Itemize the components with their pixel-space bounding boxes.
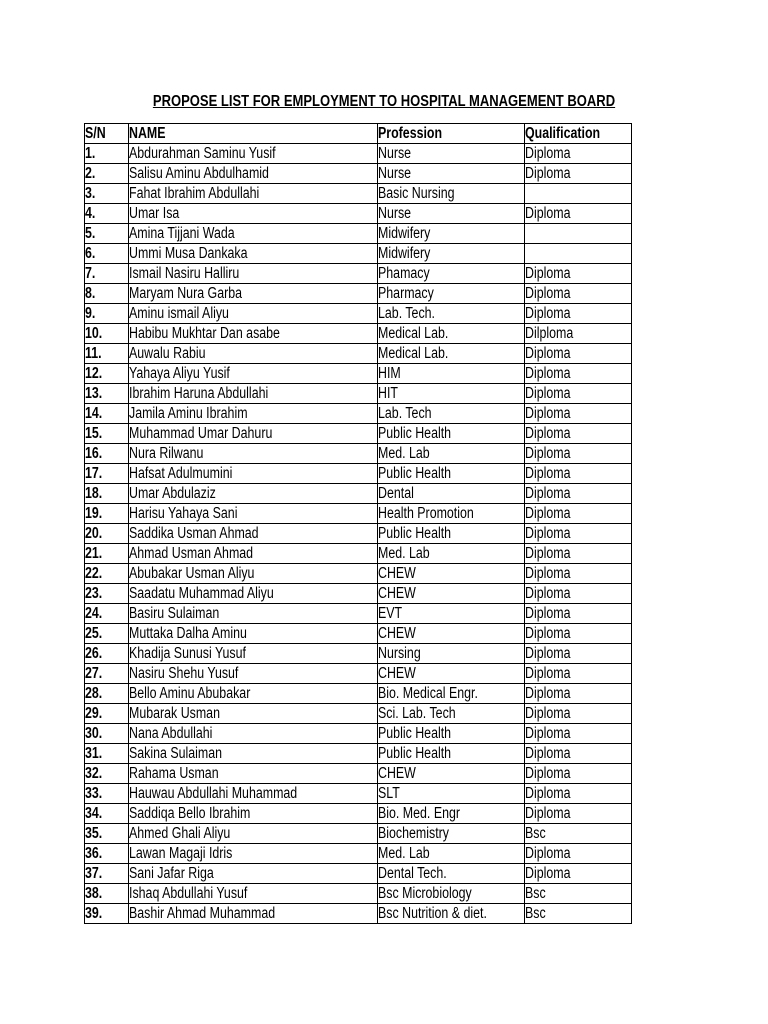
cell-qualification: Diploma bbox=[525, 164, 632, 184]
cell-sn: 10. bbox=[85, 324, 129, 344]
cell-qualification: Diploma bbox=[525, 724, 632, 744]
table-row bbox=[85, 144, 632, 164]
cell-qualification: Diploma bbox=[525, 364, 632, 384]
cell-profession: Bsc Microbiology bbox=[378, 884, 525, 904]
cell-name: Khadija Sunusi Yusuf bbox=[129, 644, 378, 664]
cell-sn: 17. bbox=[85, 464, 129, 484]
cell-name: Habibu Mukhtar Dan asabe bbox=[129, 324, 378, 344]
cell-name: Ummi Musa Dankaka bbox=[129, 244, 378, 264]
cell-sn: 20. bbox=[85, 524, 129, 544]
cell-qualification: Diploma bbox=[525, 604, 632, 624]
header-name: NAME bbox=[129, 124, 378, 144]
cell-profession: Public Health bbox=[378, 524, 525, 544]
cell-qualification: Bsc bbox=[525, 884, 632, 904]
table-row bbox=[85, 564, 632, 584]
table-row bbox=[85, 784, 632, 804]
cell-profession: Bio. Medical Engr. bbox=[378, 684, 525, 704]
table-row bbox=[85, 604, 632, 624]
table-row bbox=[85, 744, 632, 764]
cell-sn: 1. bbox=[85, 144, 129, 164]
table-row bbox=[85, 364, 632, 384]
cell-sn: 4. bbox=[85, 204, 129, 224]
cell-name: Ishaq Abdullahi Yusuf bbox=[129, 884, 378, 904]
table-row bbox=[85, 904, 632, 924]
cell-qualification: Diploma bbox=[525, 304, 632, 324]
cell-profession: Public Health bbox=[378, 724, 525, 744]
cell-sn: 24. bbox=[85, 604, 129, 624]
cell-sn: 6. bbox=[85, 244, 129, 264]
cell-qualification: Bsc bbox=[525, 904, 632, 924]
table-row bbox=[85, 344, 632, 364]
cell-name: Umar Abdulaziz bbox=[129, 484, 378, 504]
cell-qualification: Diploma bbox=[525, 864, 632, 884]
table-row bbox=[85, 804, 632, 824]
cell-profession: Health Promotion bbox=[378, 504, 525, 524]
table-row bbox=[85, 204, 632, 224]
table-row bbox=[85, 444, 632, 464]
table-row bbox=[85, 704, 632, 724]
cell-name: Ahmad Usman Ahmad bbox=[129, 544, 378, 564]
cell-profession: Bsc Nutrition & diet. bbox=[378, 904, 525, 924]
cell-qualification: Diploma bbox=[525, 664, 632, 684]
cell-sn: 12. bbox=[85, 364, 129, 384]
table-row bbox=[85, 484, 632, 504]
table-row bbox=[85, 284, 632, 304]
table-row bbox=[85, 264, 632, 284]
table-header-row bbox=[85, 124, 632, 144]
cell-profession: CHEW bbox=[378, 584, 525, 604]
cell-profession: CHEW bbox=[378, 624, 525, 644]
cell-profession: Phamacy bbox=[378, 264, 525, 284]
cell-name: Lawan Magaji Idris bbox=[129, 844, 378, 864]
cell-profession: CHEW bbox=[378, 564, 525, 584]
cell-name: Basiru Sulaiman bbox=[129, 604, 378, 624]
cell-qualification bbox=[525, 244, 632, 264]
table-row bbox=[85, 464, 632, 484]
cell-name: Abubakar Usman Aliyu bbox=[129, 564, 378, 584]
cell-profession: Med. Lab bbox=[378, 544, 525, 564]
cell-qualification: Diploma bbox=[525, 804, 632, 824]
cell-name: Saddiqa Bello Ibrahim bbox=[129, 804, 378, 824]
cell-sn: 5. bbox=[85, 224, 129, 244]
cell-name: Rahama Usman bbox=[129, 764, 378, 784]
cell-sn: 27. bbox=[85, 664, 129, 684]
cell-name: Fahat Ibrahim Abdullahi bbox=[129, 184, 378, 204]
cell-qualification: Diploma bbox=[525, 484, 632, 504]
cell-name: Hauwau Abdullahi Muhammad bbox=[129, 784, 378, 804]
cell-qualification: Diploma bbox=[525, 344, 632, 364]
cell-qualification: Diploma bbox=[525, 624, 632, 644]
cell-profession: SLT bbox=[378, 784, 525, 804]
cell-sn: 21. bbox=[85, 544, 129, 564]
cell-qualification bbox=[525, 224, 632, 244]
header-profession: Profession bbox=[378, 124, 525, 144]
cell-name: Saadatu Muhammad Aliyu bbox=[129, 584, 378, 604]
cell-qualification: Dilploma bbox=[525, 324, 632, 344]
table-row bbox=[85, 844, 632, 864]
cell-qualification: Diploma bbox=[525, 744, 632, 764]
cell-sn: 33. bbox=[85, 784, 129, 804]
cell-name: Nasiru Shehu Yusuf bbox=[129, 664, 378, 684]
cell-profession: Dental Tech. bbox=[378, 864, 525, 884]
cell-profession: Basic Nursing bbox=[378, 184, 525, 204]
cell-sn: 37. bbox=[85, 864, 129, 884]
cell-profession: Nurse bbox=[378, 164, 525, 184]
table-row bbox=[85, 724, 632, 744]
cell-profession: Public Health bbox=[378, 744, 525, 764]
table-row bbox=[85, 424, 632, 444]
table-body bbox=[85, 144, 632, 924]
employment-list-table bbox=[84, 123, 632, 924]
table-row bbox=[85, 324, 632, 344]
cell-sn: 29. bbox=[85, 704, 129, 724]
cell-name: Muhammad Umar Dahuru bbox=[129, 424, 378, 444]
cell-name: Maryam Nura Garba bbox=[129, 284, 378, 304]
cell-name: Yahaya Aliyu Yusif bbox=[129, 364, 378, 384]
cell-qualification: Diploma bbox=[525, 204, 632, 224]
document-title: PROPOSE LIST FOR EMPLOYMENT TO HOSPITAL MANAGEMENT BOARD bbox=[152, 93, 616, 110]
cell-sn: 15. bbox=[85, 424, 129, 444]
cell-sn: 9. bbox=[85, 304, 129, 324]
table-row bbox=[85, 884, 632, 904]
cell-name: Ismail Nasiru Halliru bbox=[129, 264, 378, 284]
table-row bbox=[85, 864, 632, 884]
cell-profession: Bio. Med. Engr bbox=[378, 804, 525, 824]
cell-sn: 2. bbox=[85, 164, 129, 184]
cell-qualification: Diploma bbox=[525, 684, 632, 704]
cell-name: Muttaka Dalha Aminu bbox=[129, 624, 378, 644]
table-row bbox=[85, 664, 632, 684]
cell-sn: 13. bbox=[85, 384, 129, 404]
cell-profession: Lab. Tech bbox=[378, 404, 525, 424]
cell-qualification: Diploma bbox=[525, 444, 632, 464]
cell-qualification: Diploma bbox=[525, 544, 632, 564]
cell-name: Nura Rilwanu bbox=[129, 444, 378, 464]
table-row bbox=[85, 304, 632, 324]
cell-profession: Biochemistry bbox=[378, 824, 525, 844]
cell-sn: 35. bbox=[85, 824, 129, 844]
cell-profession: Medical Lab. bbox=[378, 324, 525, 344]
cell-name: Harisu Yahaya Sani bbox=[129, 504, 378, 524]
cell-name: Nana Abdullahi bbox=[129, 724, 378, 744]
table-row bbox=[85, 684, 632, 704]
cell-sn: 18. bbox=[85, 484, 129, 504]
cell-profession: Nursing bbox=[378, 644, 525, 664]
table-row bbox=[85, 764, 632, 784]
cell-qualification: Diploma bbox=[525, 504, 632, 524]
cell-profession: Sci. Lab. Tech bbox=[378, 704, 525, 724]
cell-sn: 14. bbox=[85, 404, 129, 424]
cell-sn: 23. bbox=[85, 584, 129, 604]
cell-sn: 38. bbox=[85, 884, 129, 904]
cell-profession: Lab. Tech. bbox=[378, 304, 525, 324]
cell-qualification: Diploma bbox=[525, 764, 632, 784]
cell-sn: 26. bbox=[85, 644, 129, 664]
cell-profession: Dental bbox=[378, 484, 525, 504]
cell-qualification: Bsc bbox=[525, 824, 632, 844]
cell-profession: Public Health bbox=[378, 464, 525, 484]
table-row bbox=[85, 164, 632, 184]
cell-profession: Med. Lab bbox=[378, 844, 525, 864]
cell-name: Sakina Sulaiman bbox=[129, 744, 378, 764]
cell-sn: 7. bbox=[85, 264, 129, 284]
cell-profession: HIT bbox=[378, 384, 525, 404]
cell-qualification: Diploma bbox=[525, 644, 632, 664]
header-qualification: Qualification bbox=[525, 124, 632, 144]
cell-profession: Nurse bbox=[378, 204, 525, 224]
cell-qualification: Diploma bbox=[525, 404, 632, 424]
cell-qualification: Diploma bbox=[525, 284, 632, 304]
cell-name: Umar Isa bbox=[129, 204, 378, 224]
cell-name: Salisu Aminu Abdulhamid bbox=[129, 164, 378, 184]
cell-name: Abdurahman Saminu Yusif bbox=[129, 144, 378, 164]
table-row bbox=[85, 584, 632, 604]
cell-profession: Pharmacy bbox=[378, 284, 525, 304]
cell-qualification: Diploma bbox=[525, 424, 632, 444]
table-row bbox=[85, 184, 632, 204]
table-row bbox=[85, 524, 632, 544]
cell-sn: 22. bbox=[85, 564, 129, 584]
cell-sn: 25. bbox=[85, 624, 129, 644]
cell-sn: 32. bbox=[85, 764, 129, 784]
cell-name: Sani Jafar Riga bbox=[129, 864, 378, 884]
cell-qualification: Diploma bbox=[525, 144, 632, 164]
header-sn: S/N bbox=[85, 124, 129, 144]
cell-sn: 36. bbox=[85, 844, 129, 864]
cell-sn: 28. bbox=[85, 684, 129, 704]
cell-sn: 34. bbox=[85, 804, 129, 824]
cell-sn: 19. bbox=[85, 504, 129, 524]
cell-qualification: Diploma bbox=[525, 464, 632, 484]
cell-sn: 30. bbox=[85, 724, 129, 744]
table-row bbox=[85, 384, 632, 404]
cell-qualification: Diploma bbox=[525, 524, 632, 544]
cell-profession: Midwifery bbox=[378, 244, 525, 264]
cell-sn: 3. bbox=[85, 184, 129, 204]
cell-name: Saddika Usman Ahmad bbox=[129, 524, 378, 544]
table-row bbox=[85, 504, 632, 524]
cell-qualification: Diploma bbox=[525, 584, 632, 604]
cell-profession: HIM bbox=[378, 364, 525, 384]
cell-sn: 8. bbox=[85, 284, 129, 304]
table-row bbox=[85, 544, 632, 564]
table-row bbox=[85, 244, 632, 264]
cell-name: Hafsat Adulmumini bbox=[129, 464, 378, 484]
cell-qualification bbox=[525, 184, 632, 204]
cell-name: Auwalu Rabiu bbox=[129, 344, 378, 364]
cell-name: Bashir Ahmad Muhammad bbox=[129, 904, 378, 924]
cell-profession: CHEW bbox=[378, 664, 525, 684]
cell-name: Mubarak Usman bbox=[129, 704, 378, 724]
cell-profession: Midwifery bbox=[378, 224, 525, 244]
table-row bbox=[85, 644, 632, 664]
cell-qualification: Diploma bbox=[525, 264, 632, 284]
cell-qualification: Diploma bbox=[525, 784, 632, 804]
cell-qualification: Diploma bbox=[525, 384, 632, 404]
cell-name: Ahmed Ghali Aliyu bbox=[129, 824, 378, 844]
cell-sn: 31. bbox=[85, 744, 129, 764]
cell-name: Jamila Aminu Ibrahim bbox=[129, 404, 378, 424]
table-row bbox=[85, 624, 632, 644]
cell-name: Aminu ismail Aliyu bbox=[129, 304, 378, 324]
table-row bbox=[85, 824, 632, 844]
cell-sn: 39. bbox=[85, 904, 129, 924]
cell-profession: CHEW bbox=[378, 764, 525, 784]
cell-sn: 11. bbox=[85, 344, 129, 364]
cell-profession: Med. Lab bbox=[378, 444, 525, 464]
cell-qualification: Diploma bbox=[525, 844, 632, 864]
cell-name: Bello Aminu Abubakar bbox=[129, 684, 378, 704]
table-row bbox=[85, 224, 632, 244]
cell-profession: Medical Lab. bbox=[378, 344, 525, 364]
cell-profession: EVT bbox=[378, 604, 525, 624]
cell-qualification: Diploma bbox=[525, 564, 632, 584]
cell-name: Amina Tijjani Wada bbox=[129, 224, 378, 244]
cell-profession: Nurse bbox=[378, 144, 525, 164]
cell-name: Ibrahim Haruna Abdullahi bbox=[129, 384, 378, 404]
table-row bbox=[85, 404, 632, 424]
cell-sn: 16. bbox=[85, 444, 129, 464]
cell-profession: Public Health bbox=[378, 424, 525, 444]
cell-qualification: Diploma bbox=[525, 704, 632, 724]
